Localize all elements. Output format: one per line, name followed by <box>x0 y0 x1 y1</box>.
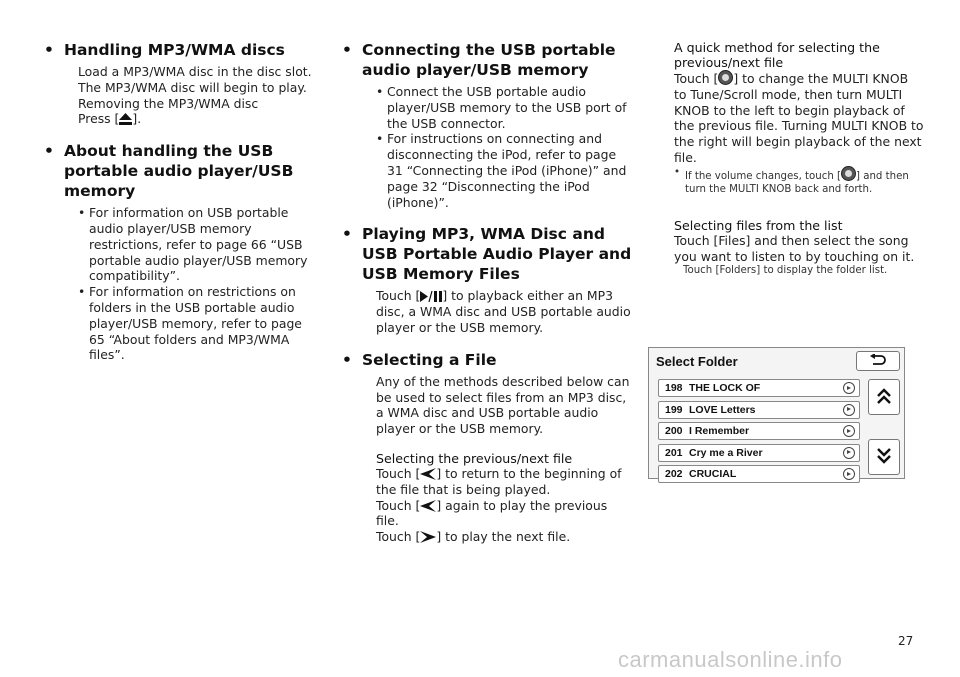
section-body: Touch [ ] to playback either an MP3 disc, a WMA disc and USB portable audio player or the USB memory. <box>376 288 631 335</box>
section-handling-discs <box>44 40 314 127</box>
play-pause-icon <box>420 291 442 302</box>
folder-row[interactable]: 201 Cry me a River <box>658 444 860 462</box>
section-body <box>342 84 632 210</box>
section-playing-files <box>342 224 632 335</box>
arrow-right-icon <box>843 404 855 416</box>
folder-row[interactable]: 198 THE LOCK OF <box>658 379 860 397</box>
arrow-right-icon <box>843 382 855 394</box>
column-3 <box>674 40 924 291</box>
column-1 <box>44 40 314 377</box>
section-heading: • Handling MP3/WMA discs <box>44 41 285 59</box>
folder-row[interactable]: 200 I Remember <box>658 422 860 440</box>
previous-track-icon <box>420 500 436 512</box>
section-heading: • About handling the USB portable audio player/USB memory <box>44 142 294 201</box>
column-2 <box>342 40 632 559</box>
section-heading: • Connecting the USB portable audio player/USB memory <box>342 41 616 79</box>
subheading: Selecting the previous/next file <box>376 450 573 466</box>
note: Touch [Folders] to display the folder list. <box>683 265 888 277</box>
select-folder-screen <box>648 347 905 479</box>
section-usb-handling <box>44 141 314 363</box>
scroll-down-button[interactable] <box>868 439 900 475</box>
page-number: 27 <box>898 634 914 648</box>
folder-list <box>658 379 860 487</box>
list-item: • For instructions on connecting and disconnecting the iPod, refer to page 31 “Connecting the iPod (iPhone)” and page 32 “Disconnecting the iPod (iPhone)”. <box>376 131 627 210</box>
section-heading: • Selecting a File <box>342 350 497 369</box>
subheading: A quick method for selecting the previous/next file <box>674 40 880 70</box>
scroll-up-button[interactable] <box>868 379 900 415</box>
list-item: • For information on restrictions on folders in the USB portable audio player/USB memory, refer to page 65 “About folders and MP3/WMA files”. <box>78 284 302 363</box>
back-button[interactable] <box>856 351 900 371</box>
multi-knob-icon <box>841 166 856 181</box>
section-files-list <box>674 218 924 278</box>
section-body: Any of the methods described below can be used to select files from an MP3 disc, a WMA disc and USB portable audio player or the USB memory. Selecting the previous/next file Touch [ ] to return to the beginning of the file that is being played. Touch [ ] again to play the previous file. Touch [ ] to play the next file. <box>342 374 632 545</box>
section-body: Touch [ ] to change the MULTI KNOB to Tune/Scroll mode, then turn MULTI KNOB to the left to begin playback of the previous file. Turning MULTI KNOB to the right will begin playback of the next file. • If the volume changes, touch [ ] and then turn the MULTI KNOB back and forth. <box>674 71 924 195</box>
screen-title: Select Folder <box>656 354 738 369</box>
double-chevron-up-icon <box>877 388 891 404</box>
next-track-icon <box>420 531 436 543</box>
section-body: Load a MP3/WMA disc in the disc slot. The MP3/WMA disc will begin to play. Removing the MP3/WMA disc Press [ ]. <box>78 64 312 127</box>
arrow-right-icon <box>843 425 855 437</box>
section-connecting-usb <box>342 40 632 210</box>
section-quick-method <box>674 40 924 196</box>
arrow-right-icon <box>843 468 855 480</box>
eject-icon <box>119 113 132 125</box>
arrow-right-icon <box>843 447 855 459</box>
watermark: carmanualsonline.info <box>618 647 843 672</box>
folder-row[interactable]: 199 LOVE Letters <box>658 401 860 419</box>
previous-track-icon <box>420 468 436 480</box>
subheading: Selecting files from the list <box>674 217 843 233</box>
section-body: Touch [Files] and then select the song you want to listen to by touching on it. Touch [Folders] to display the folder list. <box>674 233 924 278</box>
return-arrow-icon <box>870 354 886 367</box>
folder-row[interactable]: 202 CRUCIAL <box>658 465 860 483</box>
list-item: • Connect the USB portable audio player/USB memory to the USB port of the USB connector. <box>376 84 627 131</box>
double-chevron-down-icon <box>877 448 891 464</box>
section-body <box>44 205 314 363</box>
note: • If the volume changes, touch [ ] and then turn the MULTI KNOB back and forth. <box>674 166 909 195</box>
list-item: • For information on USB portable audio player/USB memory restrictions, refer to page 66 “USB portable audio player/USB memory compatibility”. <box>78 205 308 284</box>
section-heading: • Playing MP3, WMA Disc and USB Portable Audio Player and USB Memory Files <box>342 225 632 284</box>
multi-knob-icon <box>718 70 733 85</box>
section-selecting-file <box>342 350 632 545</box>
